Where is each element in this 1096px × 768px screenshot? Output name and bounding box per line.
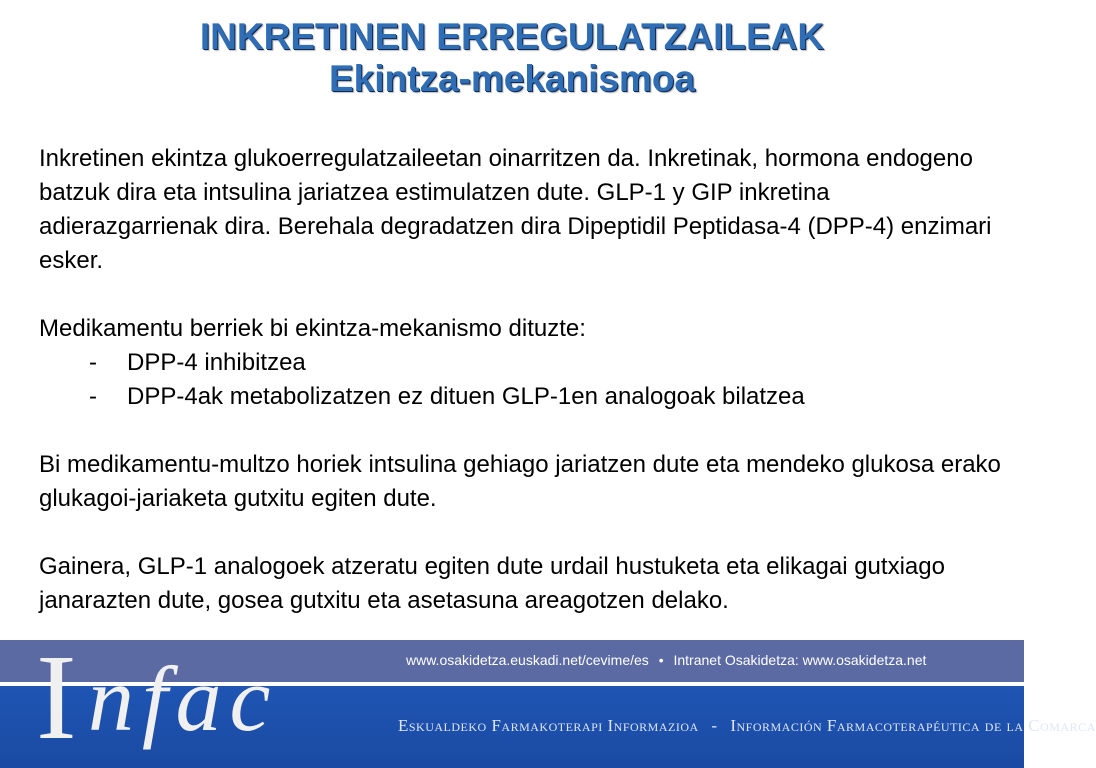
cevime-link[interactable]: www.osakidetza.euskadi.net/cevime/es xyxy=(406,652,649,668)
intranet-link[interactable]: Intranet Osakidetza: www.osakidetza.net xyxy=(673,652,927,668)
tagline-spanish: Información Farmacoterapéutica de la Comarca xyxy=(730,716,1096,735)
footer-tagline xyxy=(398,716,1096,736)
bullet-dash: - xyxy=(89,349,97,376)
list-item-text: DPP-4 inhibitzea xyxy=(127,349,306,376)
logo-text: nfac xyxy=(88,648,279,750)
footer-links xyxy=(406,652,926,668)
paragraph-glp1-analogues: Gainera, GLP-1 analogoek atzeratu egiten dute urdail hustuketa eta elikagai gutxiago janarazten dute, gosea gutxitu eta asetasuna areagotzen delako. xyxy=(39,553,945,614)
logo-initial: I xyxy=(36,630,77,765)
slide-title xyxy=(0,16,1024,100)
tagline-separator: - xyxy=(711,716,718,735)
title-line-2: Ekintza-mekanismoa xyxy=(328,58,696,99)
list-item-text: DPP-4ak metabolizatzen ez dituen GLP-1en analogoak bilatzea xyxy=(127,383,805,410)
infac-logo xyxy=(36,630,336,768)
list-item xyxy=(39,380,1009,414)
paragraph-mechanisms-intro: Medikamentu berriek bi ekintza-mekanismo dituzte: xyxy=(39,315,586,342)
footer-banner xyxy=(0,630,1096,768)
title-line-1: INKRETINEN ERREGULATZAILEAK xyxy=(199,16,825,57)
link-separator: • xyxy=(658,652,664,668)
list-item xyxy=(39,346,1009,380)
slide-body xyxy=(39,142,1009,618)
paragraph-incretins: Inkretinen ekintza glukoerregulatzaileetan oinarritzen da. Inkretinak, hormona endogeno batzuk dira eta intsulina jariatzea estimulatzen dute. GLP-1 y GIP inkretina adierazgarrienak dira. Berehala degradatzen dira Dipeptidil Peptidasa-4 (DPP-4) enzimari esker. xyxy=(39,145,992,274)
tagline-basque: Eskualdeko Farmakoterapi Informazioa xyxy=(398,716,699,735)
mechanism-list xyxy=(39,346,1009,414)
bullet-dash: - xyxy=(89,383,97,410)
paragraph-effects: Bi medikamentu-multzo horiek intsulina gehiago jariatzen dute eta mendeko glukosa erako glukagoi-jariaketa gutxitu egiten dute. xyxy=(39,451,1001,512)
